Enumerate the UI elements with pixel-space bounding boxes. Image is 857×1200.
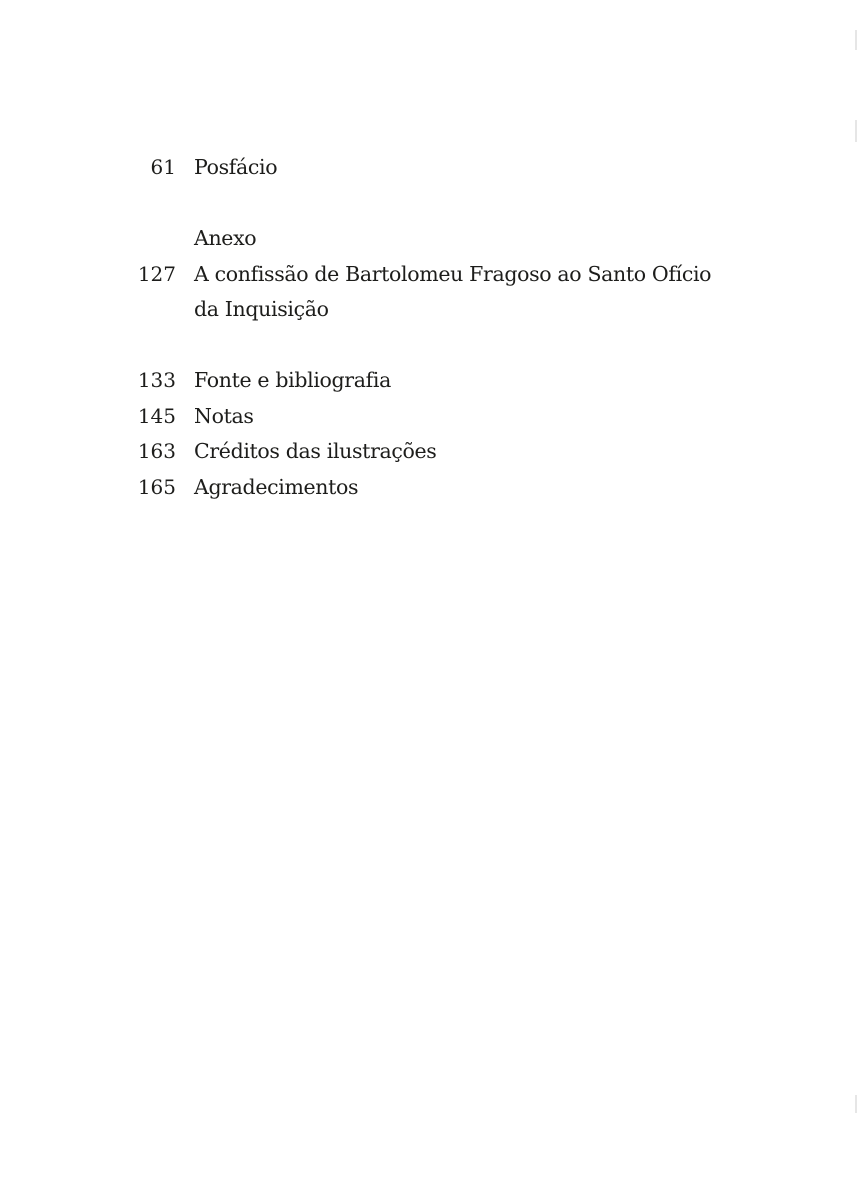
toc-entry-fonte-bibliografia <box>0 363 857 399</box>
toc-entry-title: Créditos das ilustrações <box>194 439 437 463</box>
toc-entry-title: Notas <box>194 403 254 428</box>
toc-entry-title-continuation: da Inquisição <box>194 297 329 321</box>
toc-section-title: Anexo <box>194 226 257 250</box>
toc-entry-confissao <box>0 257 857 293</box>
toc-entry-posfacio <box>0 150 857 186</box>
toc-spacer <box>0 328 857 364</box>
toc-entry-notas <box>0 399 857 435</box>
toc-page-number: 61 <box>150 155 176 179</box>
toc-page-number: 145 <box>137 403 176 428</box>
toc-page-number: 165 <box>137 474 176 499</box>
toc-entry-title: A confissão de Bartolomeu Fragoso ao Santo Ofício <box>194 261 712 286</box>
table-of-contents <box>0 150 857 505</box>
toc-page-number: 163 <box>137 439 176 463</box>
toc-entry-title: Posfácio <box>194 155 278 179</box>
toc-entry-agradecimentos <box>0 470 857 506</box>
toc-page-number: 127 <box>137 261 176 286</box>
toc-spacer <box>0 186 857 222</box>
toc-page-number: 133 <box>137 368 176 392</box>
toc-entry-confissao-continuation <box>0 292 857 328</box>
toc-entry-creditos <box>0 434 857 470</box>
toc-section-heading-anexo <box>0 221 857 257</box>
toc-entry-title: Agradecimentos <box>194 474 359 499</box>
toc-entry-title: Fonte e bibliografia <box>194 368 391 392</box>
